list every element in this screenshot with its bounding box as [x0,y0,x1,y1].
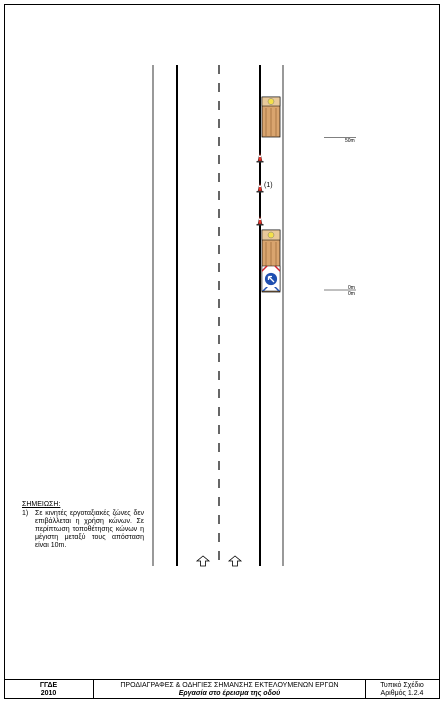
chevron-warning-panel [262,266,280,291]
notes-block [22,501,144,550]
org-name: ΓΓΔΕ [39,681,58,689]
up-arrow-icon [229,556,241,566]
title-block-title [94,680,366,699]
spec-title: ΠΡΟΔΙΑΓΡΑΦΕΣ & ΟΔΗΓΙΕΣ ΣΗΜΑΝΣΗΣ ΕΚΤΕΛΟΥΜΕΝΩΝ ΕΡΓΩΝ [120,681,339,689]
org-year: 2010 [40,689,57,697]
drawing-number: Αριθμός 1.2.4 [380,689,424,697]
title-block-org [4,680,94,699]
traffic-cone-icon [257,215,264,226]
cone-note-label: (1) [264,182,273,189]
title-block-number [366,680,438,699]
work-vehicle-rear [262,230,280,292]
beacon-light-icon [268,99,274,105]
beacon-light-icon [268,232,274,238]
traffic-cone-icon [257,152,264,163]
traffic-cone-icon [257,182,264,193]
notes-title: ΣΗΜΕΙΩΣΗ: [22,501,61,508]
dimension-label-top: 50m [345,138,355,144]
drawing-title: Εργασία στο έρεισμα της οδού [178,689,281,697]
dimension-label-mid-b: 0m [348,291,355,297]
note-text: Σε κινητές εργοταξιακές ζώνες δεν επιβάλλεται η χρήση κώνων. Σε περίπτωση τοποθέτησης κώνων η μέγιστη μεταξύ τους απόσταση είναι 10m. [35,510,144,549]
title-block [4,679,440,699]
work-vehicle-front [262,97,280,137]
dimension-label-mid-a: 0m [348,285,355,291]
drawing-type: Τυπικό Σχέδιο [380,681,424,689]
note-item [22,510,144,550]
note-number: 1) [22,510,29,517]
up-arrow-icon [197,556,209,566]
